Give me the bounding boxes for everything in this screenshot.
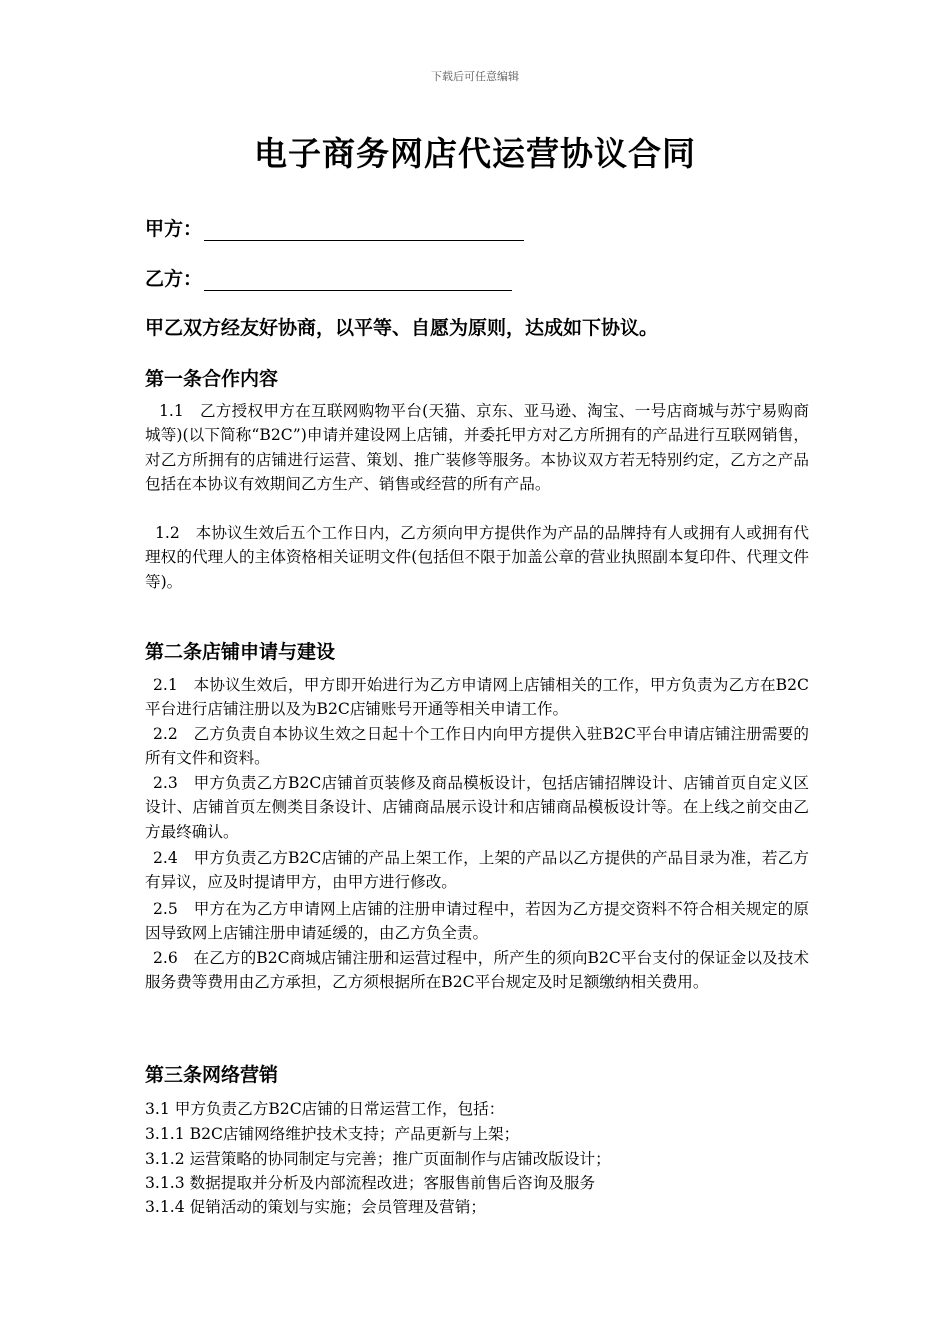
clause-2-4: 2.4 甲方负责乙方B2C店铺的产品上架工作，上架的产品以乙方提供的产品目录为准，若乙方有异议，应及时提请甲方，由甲方进行修改。: [145, 849, 809, 892]
clause-2-1: 2.1 本协议生效后，甲方即开始进行为乙方申请网上店铺相关的工作，甲方负责为乙方在B2C平台进行店铺注册以及为B2C店铺账号开通等相关申请工作。: [145, 676, 809, 719]
party-a-label: 甲方：: [145, 218, 203, 240]
clause-3-1-1: 3.1.1 B2C店铺网络维护技术支持；产品更新与上架；: [145, 1125, 520, 1143]
clause-3-1-2: 3.1.2 运营策略的协同制定与完善；推广页面制作与店铺改版设计；: [145, 1150, 611, 1168]
party-b-line: [145, 264, 512, 291]
clause-2-3: 2.3 甲方负责乙方B2C店铺首页装修及商品模板设计，包括店铺招牌设计、店铺首页自定义区设计、店铺首页左侧类目条设计、店铺商品展示设计和店铺商品模板设计等。在上线之前交由乙方最终确认。: [145, 774, 809, 841]
clause-1-2: 1.2 本协议生效后五个工作日内，乙方须向甲方提供作为产品的品牌持有人或拥有人或拥有代理权的代理人的主体资格相关证明文件(包括但不限于加盖公章的营业执照副本复印件、代理文件等)。: [145, 524, 809, 591]
clause-2-2: 2.2 乙方负责自本协议生效之日起十个工作日内向甲方提供入驻B2C平台申请店铺注册需要的所有文件和资料。: [145, 725, 809, 768]
clause-2-5: 2.5 甲方在为乙方申请网上店铺的注册申请过程中，若因为乙方提交资料不符合相关规定的原因导致网上店铺注册申请延缓的，由乙方负全责。: [145, 900, 809, 943]
clause-3-1-4: 3.1.4 促销活动的策划与实施；会员管理及营销；: [145, 1198, 486, 1216]
section2-heading: 第二条店铺申请与建设: [145, 641, 336, 663]
section3-heading: 第三条网络营销: [145, 1064, 279, 1086]
clause-1-1: 1.1 乙方授权甲方在互联网购物平台(天猫、京东、亚马逊、淘宝、一号店商城与苏宁易购商城等)(以下简称“B2C”)申请并建设网上店铺，并委托甲方对乙方所拥有的产品进行互联网销售，对乙方所拥有的店铺进行运营、策划、推广装修等服务。本协议双方若无特别约定，乙方之产品包括在本协议有效期间乙方生产、销售或经营的所有产品。: [145, 402, 809, 494]
party-b-blank: [204, 268, 512, 291]
clause-3-1: 3.1 甲方负责乙方B2C店铺的日常运营工作，包括：: [145, 1100, 505, 1118]
clause-3-1-3: 3.1.3 数据提取并分析及内部流程改进；客服售前售后咨询及服务: [145, 1174, 596, 1192]
intro-statement: 甲乙双方经友好协商，以平等、自愿为原则，达成如下协议。: [145, 317, 659, 339]
section1-heading: 第一条合作内容: [145, 368, 279, 390]
party-a-line: [145, 214, 524, 241]
party-a-blank: [204, 218, 524, 241]
party-b-label: 乙方：: [145, 268, 203, 290]
document-title: 电子商务网店代运营协议合同: [254, 134, 696, 173]
clause-2-6: 2.6 在乙方的B2C商城店铺注册和运营过程中，所产生的须向B2C平台支付的保证金以及技术服务费等费用由乙方承担，乙方须根据所在B2C平台规定及时足额缴纳相关费用。: [145, 949, 809, 992]
header-note: 下载后可任意编辑: [431, 70, 519, 83]
